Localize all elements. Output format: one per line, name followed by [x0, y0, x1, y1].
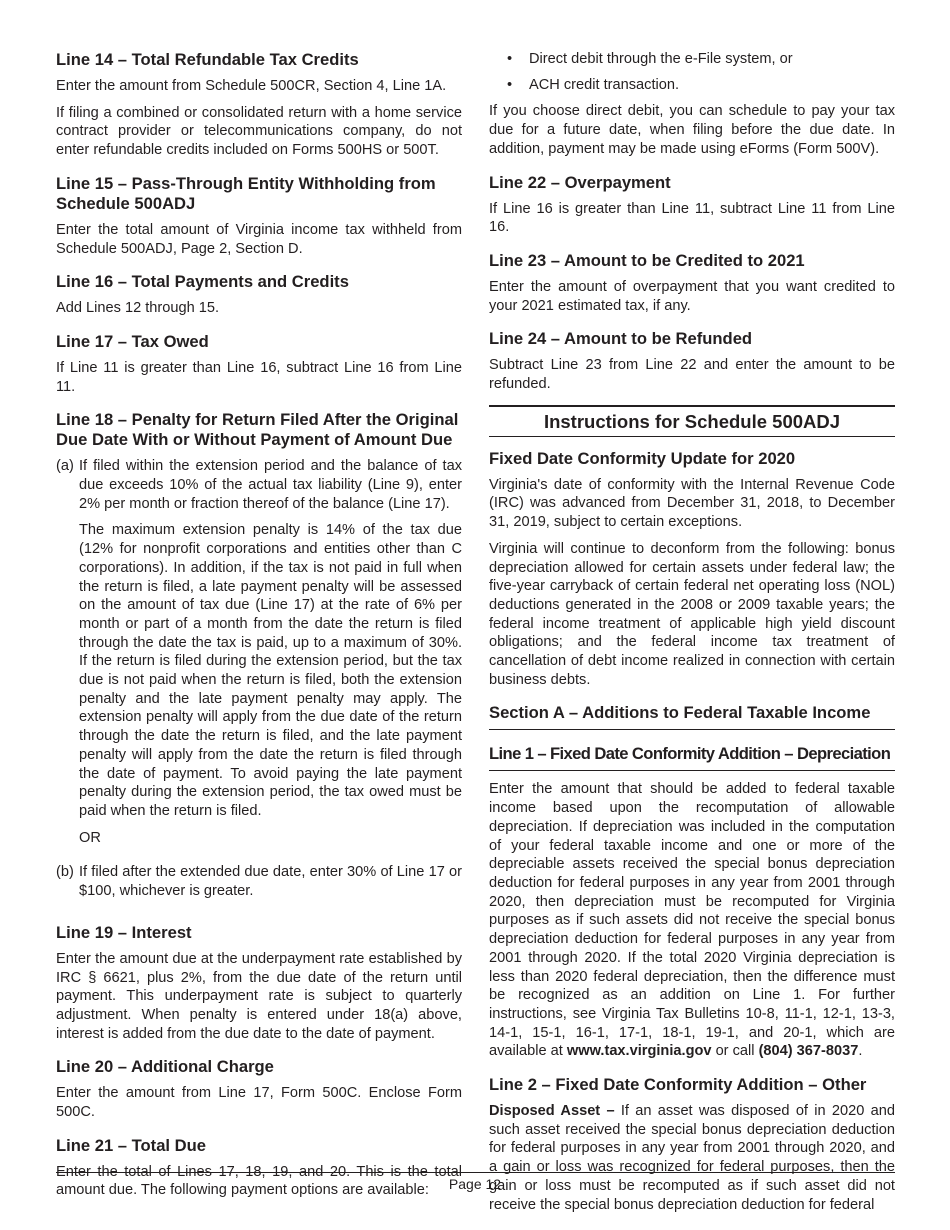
- line24-heading: Line 24 – Amount to be Refunded: [489, 329, 753, 349]
- fdc-text-2: Virginia will continue to deconform from the following: bonus depreciation allowed for certain assets under federal law; the five-year carryback of certain federal net operating loss (NOL) deductions generated in the 2008 or 2009 taxable years; the federal income treatment of applicable high yield discount obligations; and the federal income tax treatment of cancellation of debt income realized in connection with certain business debts.: [489, 540, 895, 688]
- line23-text: Enter the amount of overpayment that you want credited to your 2021 estimated tax, if any.: [489, 278, 895, 314]
- line22-heading: Line 22 – Overpayment: [489, 172, 671, 192]
- website-link[interactable]: www.tax.virginia.gov: [566, 1043, 712, 1060]
- line17-heading: Line 17 – Tax Owed: [56, 331, 209, 351]
- schedule-500adj-banner: Instructions for Schedule 500ADJ: [489, 405, 895, 437]
- section-a-heading: Section A – Additions to Federal Taxable Income: [489, 703, 895, 730]
- line19-text: Enter the amount due at the underpayment rate established by IRC § 6621, plus 2%, from the due date of the return until payment. This underpayment rate is subject to quarterly adjustment. When penalty is entered under 18(a) above, interest is added from the due date to the date of payment.: [56, 950, 462, 1042]
- list-item: • ACH credit transaction.: [507, 76, 680, 93]
- left-column: [56, 50, 462, 1208]
- line18-item-b: [56, 863, 462, 908]
- line2-heading: Line 2 – Fixed Date Conformity Addition – Other: [489, 1075, 867, 1095]
- line15-heading: Line 15 – Pass-Through Entity Withholding from Schedule 500ADJ: [56, 173, 436, 213]
- line22-text: If Line 16 is greater than Line 11, subtract Line 11 from Line 16.: [489, 200, 895, 236]
- line16-heading: Line 16 – Total Payments and Credits: [56, 272, 349, 292]
- line15-text: Enter the total amount of Virginia income tax withheld from Schedule 500ADJ, Page 2, Section D.: [56, 221, 462, 257]
- line14-text-2: If filing a combined or consolidated return with a home service contract provider or telecommunications company, do not enter refundable credits included on Forms 500HS or 500T.: [56, 104, 462, 159]
- line18-a-text-2: The maximum extension penalty is 14% of the tax due (12% for nonprofit corporations and entities other than C corporations). In addition, if the tax is not paid in full when the return is filed, a late payment penalty will be assessed on the amount of tax due (Line 17) at the rate of 6% per month or part of a month from the date the return is filed through the date the tax is paid, up to a maximum of 30%. If the return is filed during the extension period, but the tax due is not paid when the return is filed, both the extension penalty and the late payment penalty may apply. The extension penalty will apply from the due date of the return through the date the return is filed, and the late payment penalty will apply from the date the return is filed through the date of payment. To avoid paying the late payment penalty during the extension period, the tax owed must be paid when the return is filed.: [79, 522, 462, 819]
- line19-heading: Line 19 – Interest: [56, 922, 192, 942]
- right-column: [489, 50, 895, 1222]
- bullet-icon: •: [507, 51, 513, 67]
- fdc-text-1: Virginia's date of conformity with the Internal Revenue Code (IRC) was advanced from December 31, 2018, to December 31, 2019, subject to certain exceptions.: [489, 476, 895, 531]
- line18-a-text-1: If filed within the extension period and the balance of tax due exceeds 10% of the actual tax liability (Line 9), enter 2% per month or fraction thereof of the balance (Line 17).: [79, 458, 462, 512]
- list-item: • Direct debit through the e-File system, or: [507, 51, 793, 67]
- line21-text: Enter the total of Lines 17, 18, 19, and 20. This is the total amount due. The following payment options are available:: [56, 1163, 462, 1199]
- line23-heading: Line 23 – Amount to be Credited to 2021: [489, 250, 805, 270]
- item-b-label: (b): [56, 864, 74, 881]
- line20-heading: Line 20 – Additional Charge: [56, 1057, 274, 1077]
- line1-text: Enter the amount that should be added to federal taxable income based upon the recomputation of allowable depreciation. If depreciation was included in the computation of your federal taxable income and one or more of the depreciable assets received the special bonus depreciation deduction for federal purposes in any year from 2001 through 2020, then depreciation must be recomputed for Virginia purposes as if such assets did not receive the special bonus depreciation deduction for federal purposes in any year from 2001 through 2020. If the total 2020 Virginia depreciation is less than 2020 federal depreciation, then the difference must be recognized as an addition on Line 1. For further instructions, see Virginia Tax Bulletins 10-8, 11-1, 12-1, 13-3, 14-1, 15-1, 16-1, 17-1, 18-1, 19-1, and 20-1, which are available at www.tax.virginia.gov or call (804) 367-8037.: [489, 781, 895, 1060]
- direct-debit-text: If you choose direct debit, you can schedule to pay your tax due for a future date, when filing before the due date. In addition, payment may be made using eForms (Form 500V).: [489, 103, 895, 157]
- line18-item-a: [56, 457, 462, 855]
- footer-divider: [56, 1172, 895, 1173]
- line18-b-text: If filed after the extended due date, enter 30% of Line 17 or $100, whichever is greater.: [79, 864, 462, 900]
- disposed-asset-lead: Disposed Asset –: [489, 1103, 615, 1120]
- page-number: Page 12: [448, 1176, 502, 1192]
- phone-number: (804) 367-8037: [758, 1043, 859, 1060]
- line20-text: Enter the amount from Line 17, Form 500C. Enclose Form 500C.: [56, 1085, 462, 1121]
- line24-text: Subtract Line 23 from Line 22 and enter the amount to be refunded.: [489, 357, 895, 393]
- bullet-icon: •: [507, 76, 513, 93]
- line16-text: Add Lines 12 through 15.: [56, 300, 220, 317]
- line18-heading: Line 18 – Penalty for Return Filed After the Original Due Date With or Without Payment of Amount Due: [56, 410, 459, 450]
- line1-heading: Line 1 – Fixed Date Conformity Addition – Depreciation: [489, 744, 895, 771]
- payment-options-list: [489, 50, 895, 94]
- fdc-heading: Fixed Date Conformity Update for 2020: [489, 448, 796, 468]
- line21-heading: Line 21 – Total Due: [56, 1135, 206, 1155]
- item-a-label: (a): [56, 458, 74, 475]
- line2-text: Disposed Asset – If an asset was disposed of in 2020 and such asset received the special bonus depreciation deduction for federal purposes in any year from 2001 through 2020, and a gain or loss was recognized for federal purposes, then the gain or loss must be recomputed as if such asset did not receive the special bonus depreciation deduction for federal: [489, 1103, 895, 1213]
- line17-text: If Line 11 is greater than Line 16, subtract Line 16 from Line 11.: [56, 359, 462, 395]
- line14-heading: Line 14 – Total Refundable Tax Credits: [56, 50, 359, 69]
- line14-text-1: Enter the amount from Schedule 500CR, Section 4, Line 1A.: [56, 78, 447, 94]
- line18-or: OR: [79, 829, 101, 846]
